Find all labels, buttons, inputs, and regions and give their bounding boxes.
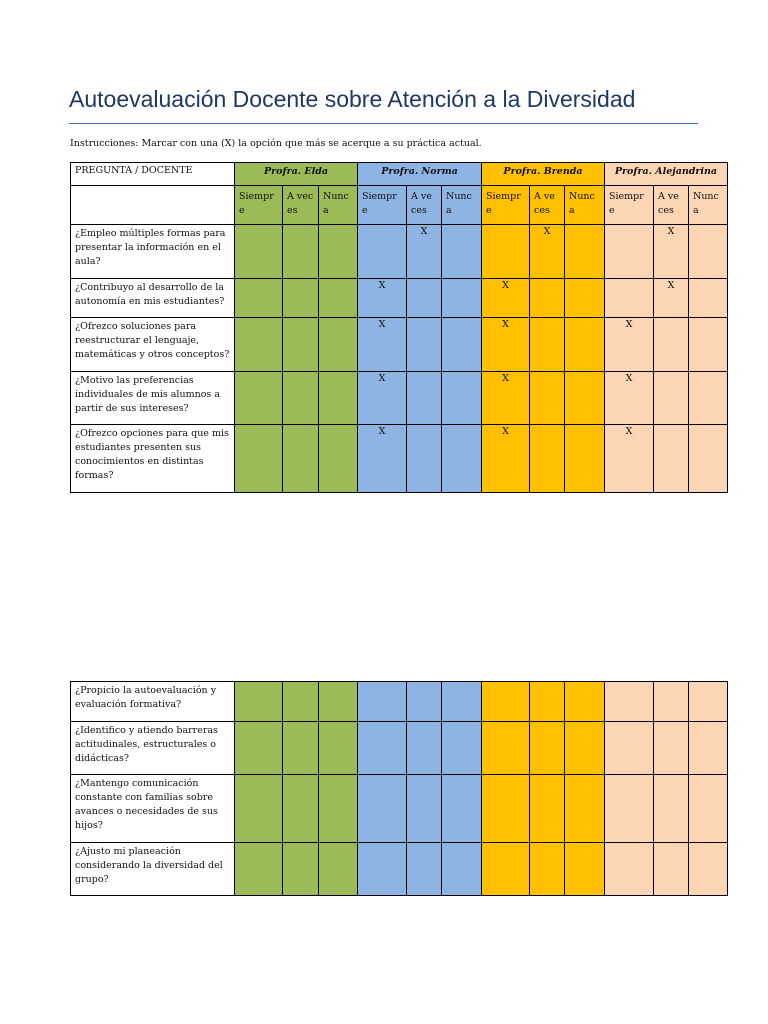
question-row (71, 775, 728, 843)
answer-cell[interactable]: X (654, 279, 689, 318)
answer-cell[interactable] (319, 775, 358, 843)
answer-cell[interactable] (235, 279, 283, 318)
answer-cell[interactable] (654, 775, 689, 843)
answer-cell[interactable] (235, 722, 283, 775)
answer-cell[interactable] (283, 682, 319, 722)
answer-cell[interactable] (689, 372, 728, 425)
answer-cell[interactable] (283, 722, 319, 775)
answer-cell[interactable] (605, 722, 654, 775)
corner-header: PREGUNTA / DOCENTE (71, 163, 235, 186)
teacher-header-alejandrina: Profra. Alejandrina (605, 163, 728, 186)
answer-cell[interactable] (235, 425, 283, 493)
question-row (71, 843, 728, 896)
answer-cell[interactable] (482, 843, 530, 896)
answer-cell[interactable] (565, 775, 605, 843)
answer-cell[interactable] (654, 318, 689, 372)
answer-cell[interactable] (442, 722, 482, 775)
answer-cell[interactable] (407, 425, 442, 493)
option-a-veces: A veces (283, 186, 319, 225)
answer-cell[interactable] (565, 225, 605, 279)
answer-cell[interactable] (442, 225, 482, 279)
option-nunca: Nunca (689, 186, 728, 225)
answer-cell[interactable] (654, 682, 689, 722)
answer-cell[interactable]: X (407, 225, 442, 279)
question-row (71, 279, 728, 318)
teacher-header-brenda: Profra. Brenda (482, 163, 605, 186)
answer-cell[interactable]: X (358, 318, 407, 372)
answer-cell[interactable] (530, 843, 565, 896)
answer-cell[interactable]: X (482, 318, 530, 372)
answer-cell[interactable] (565, 843, 605, 896)
answer-cell[interactable] (530, 775, 565, 843)
question-row (71, 425, 728, 493)
answer-cell[interactable] (689, 775, 728, 843)
answer-cell[interactable] (565, 722, 605, 775)
answer-cell[interactable] (283, 843, 319, 896)
answer-cell[interactable] (283, 372, 319, 425)
answer-cell[interactable] (565, 318, 605, 372)
answer-cell[interactable] (283, 225, 319, 279)
question-row (71, 682, 728, 722)
answer-cell[interactable] (407, 682, 442, 722)
answer-cell[interactable] (442, 682, 482, 722)
answer-cell[interactable] (235, 372, 283, 425)
answer-cell[interactable] (319, 843, 358, 896)
document-title: Autoevaluación Docente sobre Atención a la Diversidad (69, 86, 636, 112)
teacher-header-row (71, 163, 728, 186)
answer-cell[interactable]: X (530, 225, 565, 279)
answer-cell[interactable] (482, 722, 530, 775)
answer-cell[interactable] (605, 775, 654, 843)
option-siempre: Siempre (358, 186, 407, 225)
answer-cell[interactable] (235, 843, 283, 896)
answer-cell[interactable] (482, 682, 530, 722)
answer-cell[interactable] (530, 279, 565, 318)
answer-cell[interactable]: X (654, 225, 689, 279)
answer-cell[interactable] (235, 682, 283, 722)
answer-cell[interactable] (689, 318, 728, 372)
answer-cell[interactable] (319, 722, 358, 775)
answer-cell[interactable] (235, 225, 283, 279)
answer-cell[interactable] (319, 279, 358, 318)
question-rows-continued (71, 682, 728, 896)
answer-cell[interactable] (442, 775, 482, 843)
answer-cell[interactable] (319, 682, 358, 722)
evaluation-table-continued (70, 681, 728, 896)
answer-cell[interactable] (442, 843, 482, 896)
option-nunca: Nunca (565, 186, 605, 225)
answer-cell[interactable]: X (605, 425, 654, 493)
question-text: ¿Propicio la autoevaluación y evaluación formativa? (71, 682, 235, 722)
answer-cell[interactable] (689, 722, 728, 775)
answer-cell[interactable]: X (358, 372, 407, 425)
question-text: ¿Ofrezco opciones para que mis estudiantes presenten sus conocimientos en distintas formas? (71, 425, 235, 493)
option-nunca: Nunca (442, 186, 482, 225)
evaluation-table (70, 162, 728, 493)
answer-cell[interactable] (689, 225, 728, 279)
answer-cell[interactable] (654, 425, 689, 493)
answer-cell[interactable] (235, 775, 283, 843)
answer-cell[interactable] (442, 279, 482, 318)
answer-cell[interactable] (605, 843, 654, 896)
question-text: ¿Ajusto mi planeación considerando la diversidad del grupo? (71, 843, 235, 896)
answer-cell[interactable] (654, 843, 689, 896)
question-text: ¿Identifico y atiendo barreras actitudinales, estructurales o didácticas? (71, 722, 235, 775)
option-header-spacer (71, 186, 235, 225)
answer-cell[interactable] (605, 279, 654, 318)
answer-cell[interactable]: X (482, 372, 530, 425)
option-siempre: Siempre (482, 186, 530, 225)
option-siempre: Siempre (235, 186, 283, 225)
answer-cell[interactable] (654, 372, 689, 425)
question-text: ¿Ofrezco soluciones para reestructurar el lenguaje, matemáticas y otros conceptos? (71, 318, 235, 372)
question-text: ¿Empleo múltiples formas para presentar la información en el aula? (71, 225, 235, 279)
answer-cell[interactable]: X (482, 279, 530, 318)
answer-cell[interactable] (442, 425, 482, 493)
answer-cell[interactable] (407, 775, 442, 843)
answer-cell[interactable] (482, 775, 530, 843)
question-row (71, 225, 728, 279)
answer-cell[interactable] (358, 722, 407, 775)
option-header-row (71, 186, 728, 225)
answer-cell[interactable] (442, 318, 482, 372)
answer-cell[interactable] (565, 682, 605, 722)
answer-cell[interactable] (319, 425, 358, 493)
teacher-header-norma: Profra. Norma (358, 163, 482, 186)
answer-cell[interactable] (689, 843, 728, 896)
answer-cell[interactable] (407, 722, 442, 775)
answer-cell[interactable]: X (605, 372, 654, 425)
instructions-text: Instrucciones: Marcar con una (X) la opción que más se acerque a su práctica actual. (70, 138, 482, 149)
answer-cell[interactable] (407, 279, 442, 318)
answer-cell[interactable] (530, 318, 565, 372)
answer-cell[interactable]: X (358, 279, 407, 318)
title-underline (69, 123, 698, 124)
answer-cell[interactable] (319, 225, 358, 279)
question-row (71, 372, 728, 425)
answer-cell[interactable] (530, 722, 565, 775)
answer-cell[interactable] (407, 318, 442, 372)
answer-cell[interactable] (283, 318, 319, 372)
answer-cell[interactable] (358, 225, 407, 279)
answer-cell[interactable] (358, 775, 407, 843)
answer-cell[interactable] (530, 372, 565, 425)
question-text: ¿Motivo las preferencias individuales de mis alumnos a partir de sus intereses? (71, 372, 235, 425)
question-row (71, 722, 728, 775)
answer-cell[interactable] (358, 682, 407, 722)
answer-cell[interactable] (442, 372, 482, 425)
answer-cell[interactable] (530, 682, 565, 722)
answer-cell[interactable]: X (605, 318, 654, 372)
answer-cell[interactable] (319, 318, 358, 372)
answer-cell[interactable] (565, 372, 605, 425)
answer-cell[interactable] (482, 225, 530, 279)
option-a-veces: A veces (654, 186, 689, 225)
answer-cell[interactable] (530, 425, 565, 493)
answer-cell[interactable] (565, 425, 605, 493)
answer-cell[interactable] (283, 279, 319, 318)
option-siempre: Siempre (605, 186, 654, 225)
answer-cell[interactable] (689, 279, 728, 318)
answer-cell[interactable] (283, 425, 319, 493)
answer-cell[interactable] (407, 843, 442, 896)
option-a-veces: A veces (530, 186, 565, 225)
answer-cell[interactable] (605, 225, 654, 279)
answer-cell[interactable]: X (358, 425, 407, 493)
option-a-veces: A veces (407, 186, 442, 225)
answer-cell[interactable] (689, 682, 728, 722)
answer-cell[interactable] (689, 425, 728, 493)
answer-cell[interactable] (235, 318, 283, 372)
answer-cell[interactable] (654, 722, 689, 775)
answer-cell[interactable] (605, 682, 654, 722)
question-text: ¿Mantengo comunicación constante con familias sobre avances o necesidades de sus hijos? (71, 775, 235, 843)
answer-cell[interactable]: X (482, 425, 530, 493)
option-nunca: Nunca (319, 186, 358, 225)
teacher-header-elda: Profra. Elda (235, 163, 358, 186)
answer-cell[interactable] (565, 279, 605, 318)
answer-cell[interactable] (319, 372, 358, 425)
question-rows (71, 225, 728, 493)
question-row (71, 318, 728, 372)
answer-cell[interactable] (407, 372, 442, 425)
question-text: ¿Contribuyo al desarrollo de la autonomía en mis estudiantes? (71, 279, 235, 318)
answer-cell[interactable] (358, 843, 407, 896)
answer-cell[interactable] (283, 775, 319, 843)
